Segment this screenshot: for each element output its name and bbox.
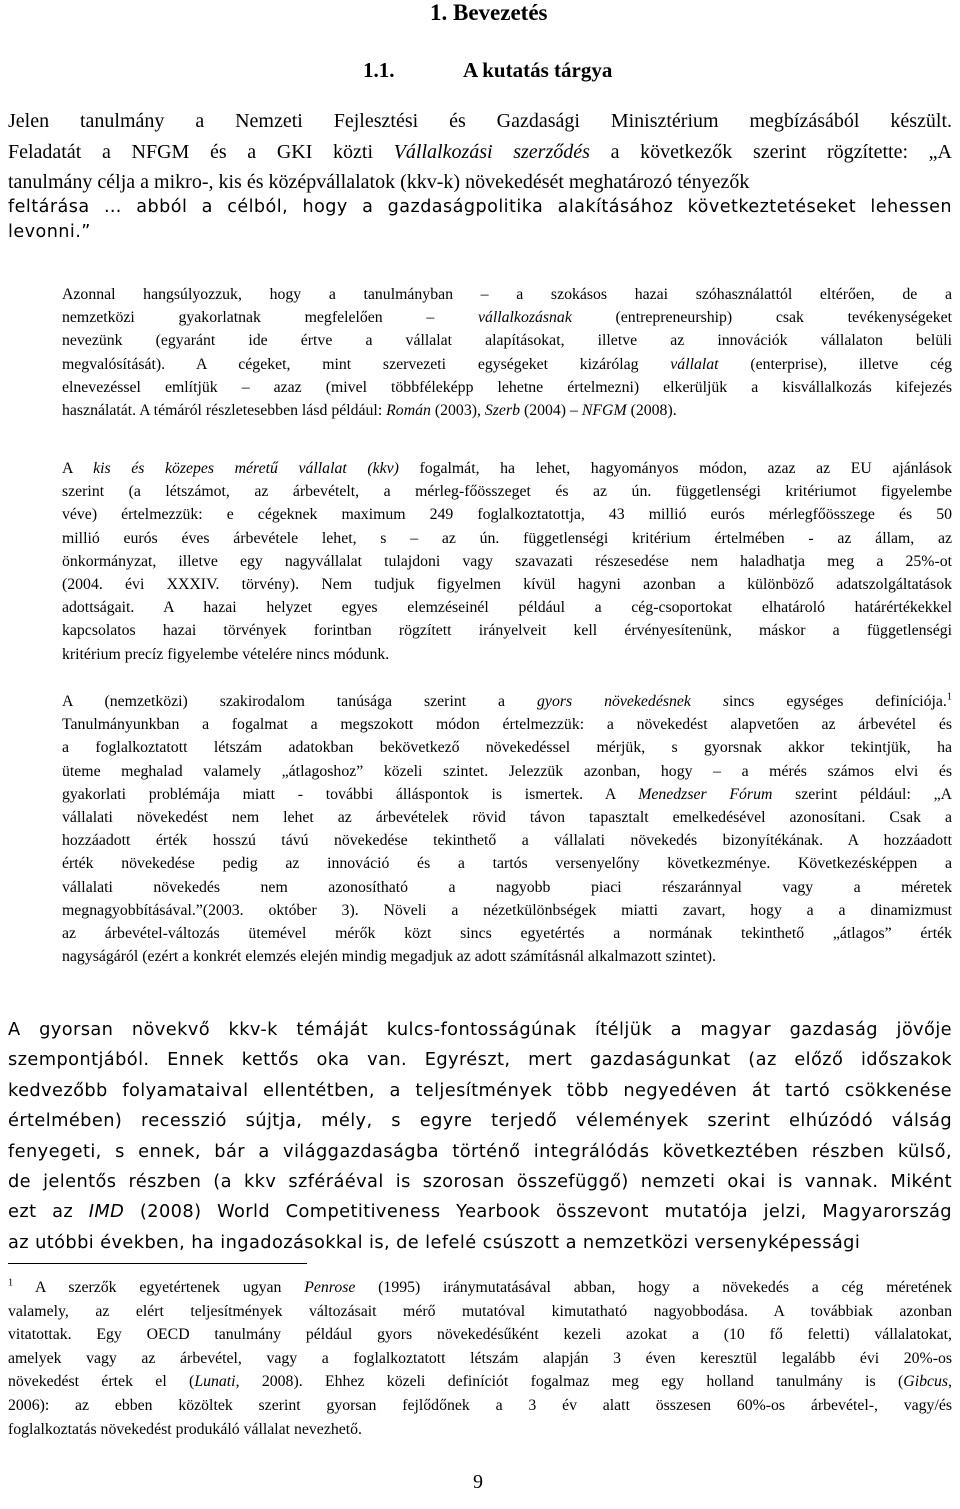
footnote-marker: érték növekedése pedig az innováció és a tartós versenyelőny következménye. Következésképpen a [62,855,952,873]
footnote-marker: Azonnal hangsúlyozzuk, hogy a tanulmányban – a szokásos hazai szóhasználattól eltérően, de a [62,286,952,303]
text-segment: Menedzser Fórum [638,785,773,803]
footnote-marker: növekedést értek el ( [8,1373,195,1391]
footnote-marker: 2006): az ebben közöltek szerint gyorsan fejlődőnek a 3 év alatt összesen 60%-os árbevétel-, vagy/és [8,1396,952,1414]
footnote-marker: nevezünk (egyaránt ide értve a vállalat alapításokat, illetve az innovációk vállalaton belüli [62,332,952,350]
footnote-marker: amelyek vagy az árbevétel, vagy a foglalkoztatott létszám alapján 3 éven keresztül legalább évi 20%-os [8,1349,952,1367]
intro-paragraph [8,106,952,198]
footnote-marker: (entrepreneurship) csak tevékenységeket [571,309,952,327]
text-line [8,1106,952,1136]
text-segment: Szerb [484,402,520,420]
text-line [8,1076,952,1106]
text-line [62,643,952,666]
text-line [8,1418,952,1442]
footnote-marker: foglalkoztatás növekedést produkáló vállalat nevezhető. [8,1420,362,1438]
text-line [62,760,952,783]
text-line [8,1045,952,1075]
text-line [62,596,952,619]
text-line [8,137,952,168]
footnote-marker: kapcsolatos hazai törvények forintban rögzített irányelveit kell érvényesítenünk, máskor a függetlenségi [62,622,952,640]
text-line [8,220,952,245]
footnote-marker: szerint például: „A [772,785,952,803]
text-line [62,852,952,875]
footnote-marker: tanulmány célja a mikro-, kis és középvállalatok (kkv-k) növekedését meghatározó tényezők [8,171,750,193]
footnote-marker: (enterprise), illetve cég [718,355,952,373]
text-line [62,713,952,736]
footnote-marker: vállalati növekedést nem lehet az árbevételek rövid távon tapasztalt emelkedésével azonosítani. Csak a [62,809,952,827]
text-line [62,619,952,642]
text-segment: vállalat [670,355,719,373]
footnote-marker: ezt az [8,1201,89,1223]
text-line [8,1276,952,1300]
section-number: 1.1. [363,58,395,82]
text-segment: Gibcus [903,1373,949,1391]
footnote-marker: adottságait. A hazai helyzet egyes elemzéseinél például a cég-csoportokat elhatároló határértékekkel [62,599,952,617]
footnote-marker: kedvezőbb folyamataival ellentétben, a teljesítmények több negyedéven át tartó csökkenése [8,1079,952,1101]
text-line [8,195,952,220]
text-line [62,783,952,806]
footnote-marker: megnagyobbításával.”(2003. október 3). Növeli a nézetkülönbségek miatti zavart, hogy a a dinamizmust [62,901,952,919]
footnote-marker: fenyegeti, s ennek, bár a világgazdaságba történő integrálódás következtében részben külső, [8,1140,952,1162]
text-line [8,1323,952,1347]
footnote-marker: millió eurós éves árbevétele lehet, s – az ún. függetlenségi kritérium értelmében - az állam, az [62,529,952,547]
footnote-marker: hozzáadott érték hosszú távú növekedése tekinthető a vállalati növekedés bizonyítékának. A hozzáadott [62,832,952,850]
text-line [62,527,952,550]
footnote-marker: szerint (a létszámot, az árbevételt, a mérleg-főösszeget és az ún. függetlenségi kritériumot figyelembe [62,483,952,501]
footnote-marker: A (nemzetközi) szakirodalom tanúsága szerint a [62,693,538,710]
text-segment: IMD [88,1201,125,1223]
section-heading [363,58,612,83]
definition-box-entrepreneurship [62,283,952,422]
footnote-marker: (2008). [626,402,677,420]
text-line [8,1015,952,1045]
text-segment: NFGM [581,402,627,420]
chapter-heading: 1. Bevezetés [430,0,548,25]
footnote-marker: a következők szerint rögzítette: „A [589,140,953,163]
footnote-marker: A gyorsan növekvő kkv-k témáját kulcs-fontosságúnak ítéljük a magyar gazdaság jövője [8,1019,952,1040]
footnote-marker: incs egységes definíciója. [729,693,947,710]
text-line [8,106,952,137]
footnote-marker: A szerzők egyetértenek ugyan [13,1279,305,1296]
footnote-marker: , [948,1373,952,1391]
text-segment: Lunati [194,1373,236,1391]
text-line [8,1300,952,1324]
text-line [62,899,952,922]
text-line [62,353,952,376]
text-line [62,736,952,759]
text-segment: Penrose [304,1279,356,1296]
footnote-marker: nagyságáról (ezért a konkrét elemzés elején mindig megadjuk az adott számításnál alkalmazott szintet). [62,948,716,966]
footnote-marker: kritérium precíz figyelembe vételére nincs módunk. [62,645,390,663]
footnote-marker: az utóbbi években, ha ingadozásokkal is, de lefelé csúszott a nemzetközi versenyképessági [8,1231,861,1253]
text-line [8,1197,952,1227]
text-segment: kis és közepes méretű vállalat (kkv) [93,460,399,477]
footnote-marker: gyakorlati problémája miatt - további álláspontok is ismertek. A [62,785,639,803]
text-line [62,806,952,829]
body-paragraph-fast-growing-smes [8,1015,952,1258]
footnote-marker: de jelentős részben (a kkv szféráéval is szorosan összefüggő) nemzeti okai is vannak. Miként [8,1171,952,1193]
footnote-marker: 1 [8,1277,14,1289]
footnote-marker: Jelen tanulmány a Nemzeti Fejlesztési és Gazdasági Minisztérium megbízásából készült. [8,110,952,132]
text-line [62,306,952,329]
text-line [62,329,952,352]
footnote-marker: A [62,460,94,477]
footnote-marker: használatát. A témáról részletesebben lásd például: [62,402,387,420]
footnote-marker: vitatottak. Egy OECD tanulmány például gyors növekedésűként kezeli azokat a (10 fő feletti) vállalatokat, [8,1326,952,1344]
text-line [62,503,952,526]
text-line [62,573,952,596]
text-line [8,1394,952,1418]
text-line [62,283,952,306]
footnote-marker: Feladatát a NFGM és a GKI közti [8,140,394,163]
text-segment: Vállalkozási szerződés [393,140,590,163]
text-segment: Román [386,402,431,420]
footnote-marker: levonni.” [8,222,91,242]
text-segment: vállalkozásnak [477,309,572,327]
text-segment: gyors növekedésnek s [537,693,729,710]
text-line [8,1167,952,1197]
footnote-marker: valamely, az elért teljesítmények változásait mérő mutatóval kimutatható nagyobbodása. A továbbiak azonban [8,1302,952,1320]
text-line [62,376,952,399]
text-line [62,457,952,480]
footnote-marker: véve) értelmezzük: e cégeknek maximum 249 foglalkoztatottja, 43 millió eurós mérlegfőösszege és 50 [62,506,952,524]
intro-paragraph-continued [8,195,952,245]
footnote-marker: 1 [946,691,952,703]
footnote-marker: elnevezéssel említjük – azaz (mivel többféleképp lehetne értelmezni) elkerüljük a kisvállalkozás kifejezés [62,378,952,396]
footnote-marker: nemzetközi gyakorlatnak megfelelően – [62,309,478,327]
text-line [8,167,952,198]
text-line [62,690,952,713]
footnote-marker: értelmében) recesszió sújtja, mély, s egyre terjedő vélemények szerint elhúzódó válság [8,1110,952,1132]
footnote-marker: megvalósítását). A cégeket, mint szervezeti egységeket kizárólag [62,355,671,373]
footnote-marker: az árbevétel-változás ütemével mérők közt sincs egyetértés a normának tekinthető „átlagos” érték [62,925,952,943]
text-line [62,480,952,503]
footnote-marker: (2008) World Competitiveness Yearbook összevont mutatója jelzi, Magyarország [124,1201,952,1223]
footnote-divider [8,1263,307,1264]
text-line [62,399,952,422]
footnote-marker: feltárása … abból a célból, hogy a gazdaságpolitika alakításához következtetéseket lehessen [8,197,952,217]
text-line [62,945,952,968]
definition-box-growth [62,690,952,968]
footnote-marker: szempontjából. Ennek kettős oka van. Egyrészt, mert gazdaságunkat (az előző időszakok [8,1049,952,1071]
footnote-marker: fogalmát, ha lehet, hagyományos módon, azaz az EU ajánlások [398,460,952,477]
text-line [8,1228,952,1258]
footnote-1 [8,1276,952,1441]
footnote-marker: (2004) – [520,402,582,420]
text-line [8,1347,952,1371]
page-number: 9 [473,1471,483,1493]
footnote-marker: (1995) iránymutatásával abban, hogy a növekedés a cég méretének [355,1279,953,1296]
text-line [8,1370,952,1394]
footnote-marker: (2003), [430,402,485,420]
definition-box-sme [62,457,952,666]
footnote-marker: önkormányzat, illetve egy nagyvállalat tulajdoni vagy szavazati részesedése nem haladhatja meg a 25%-ot [62,552,952,570]
footnote-marker: (2004. évi XXXIV. törvény). Nem tudjuk figyelmen kívül hagyni azonban a különböző adatszolgáltatások [62,576,952,594]
text-line [62,922,952,945]
text-line [8,1137,952,1167]
section-title: A kutatás tárgya [463,58,613,82]
footnote-marker: üteme meghalad valamely „átlagoshoz” közeli szintet. Jelezzük azonban, hogy – a mérés számos elvi és [62,762,952,780]
text-line [62,550,952,573]
footnote-marker: Tanulmányunkban a fogalmat a megszokott módon értelmezzük: a növekedést alapvetően az árbevétel és [62,716,952,734]
footnote-marker: , 2008). Ehhez közeli definíciót fogalmaz meg egy holland tanulmány is ( [235,1373,904,1391]
footnote-marker: vállalati növekedés nem azonosítható a nagyobb piaci részaránnyal vagy a méretek [62,878,952,896]
text-line [62,829,952,852]
text-line [62,876,952,899]
footnote-marker: a foglalkoztatott létszám adatokban bekövetkező növekedéssel mérjük, s gyorsnak akkor tekintjük, ha [62,739,952,757]
